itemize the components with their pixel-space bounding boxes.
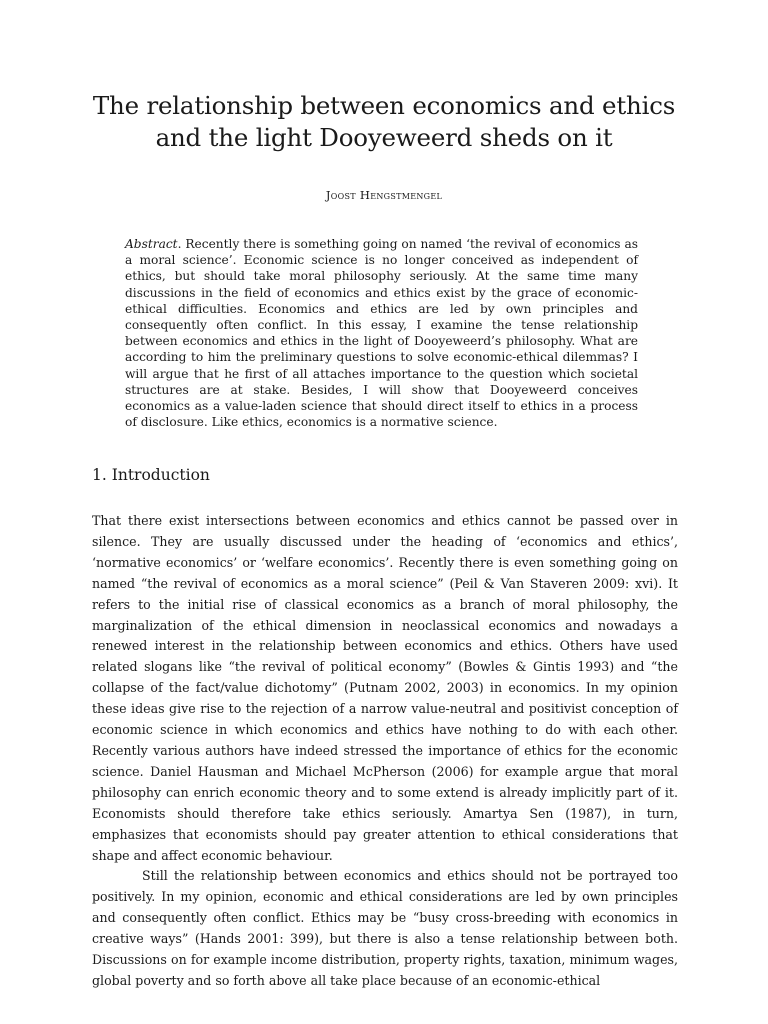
- abstract-label: Abstract: [125, 237, 178, 251]
- abstract: [125, 236, 638, 430]
- body-paragraph: Still the relationship between economics and ethics should not be portrayed too positively. In my opinion, economic and ethical considerations are led by own principles and consequently often conflict. Ethics may be “busy cross-breeding with economics in creative ways” (Hands 2001: 399), but there is also a tense relationship between both. Discussions on for example income distribution, property rights, taxation, minimum wages, global poverty and so forth above all take place because of an economic-ethical: [92, 868, 678, 988]
- section-body: [92, 511, 678, 992]
- paper-title: [60, 90, 708, 154]
- abstract-text: . Recently there is something going on named ‘the revival of economics as a moral science’. Economic science is no longer conceived as independent of ethics, but should take moral philosophy seriously. At the same time many discussions in the field of economics and ethics exist by the grace of economic-ethical difficulties. Economics and ethics are led by own principles and consequently often conflict. In this essay, I examine the tense relationship between economics and ethics in the light of Dooyeweerd’s philosophy. What are according to him the preliminary questions to solve economic-ethical dilemmas? I will argue that he first of all attaches importance to the question which societal structures are at stake. Besides, I will show that Dooyeweerd conceives economics as a value-laden science that should direct itself to ethics in a process of disclosure. Like ethics, economics is a normative science.: [125, 237, 638, 430]
- title-line-1: The relationship between economics and ethics: [92, 91, 676, 120]
- body-paragraph: That there exist intersections between economics and ethics cannot be passed over in silence. They are usually discussed under the heading of ‘economics and ethics’, ‘normative economics’ or ‘welfare economics’. Recently there is even something going on named “the revival of economics as a moral science” (Peil & Van Staveren 2009: xvi). It refers to the initial rise of classical economics as a branch of moral philosophy, the marginalization of the ethical dimension in neoclassical economics and nowadays a renewed interest in the relationship between economics and ethics. Others have used related slogans like “the revival of political economy” (Bowles & Gintis 1993) and “the collapse of the fact/value dichotomy” (Putnam 2002, 2003) in economics. In my opinion these ideas give rise to the rejection of a narrow value-neutral and positivist conception of economic science in which economics and ethics have nothing to do with each other. Recently various authors have indeed stressed the importance of ethics for the economic science. Daniel Hausman and Michael McPherson (2006) for example argue that moral philosophy can enrich economic theory and to some extend is already implicitly part of it. Economists should therefore take ethics seriously. Amartya Sen (1987), in turn, emphasizes that economists should pay greater attention to ethical considerations that shape and affect economic behaviour.: [92, 513, 678, 863]
- section-heading: 1. Introduction: [92, 466, 210, 484]
- title-line-2: and the light Dooyeweerd sheds on it: [155, 123, 613, 152]
- author-name: Joost Hengstmengel: [325, 188, 443, 202]
